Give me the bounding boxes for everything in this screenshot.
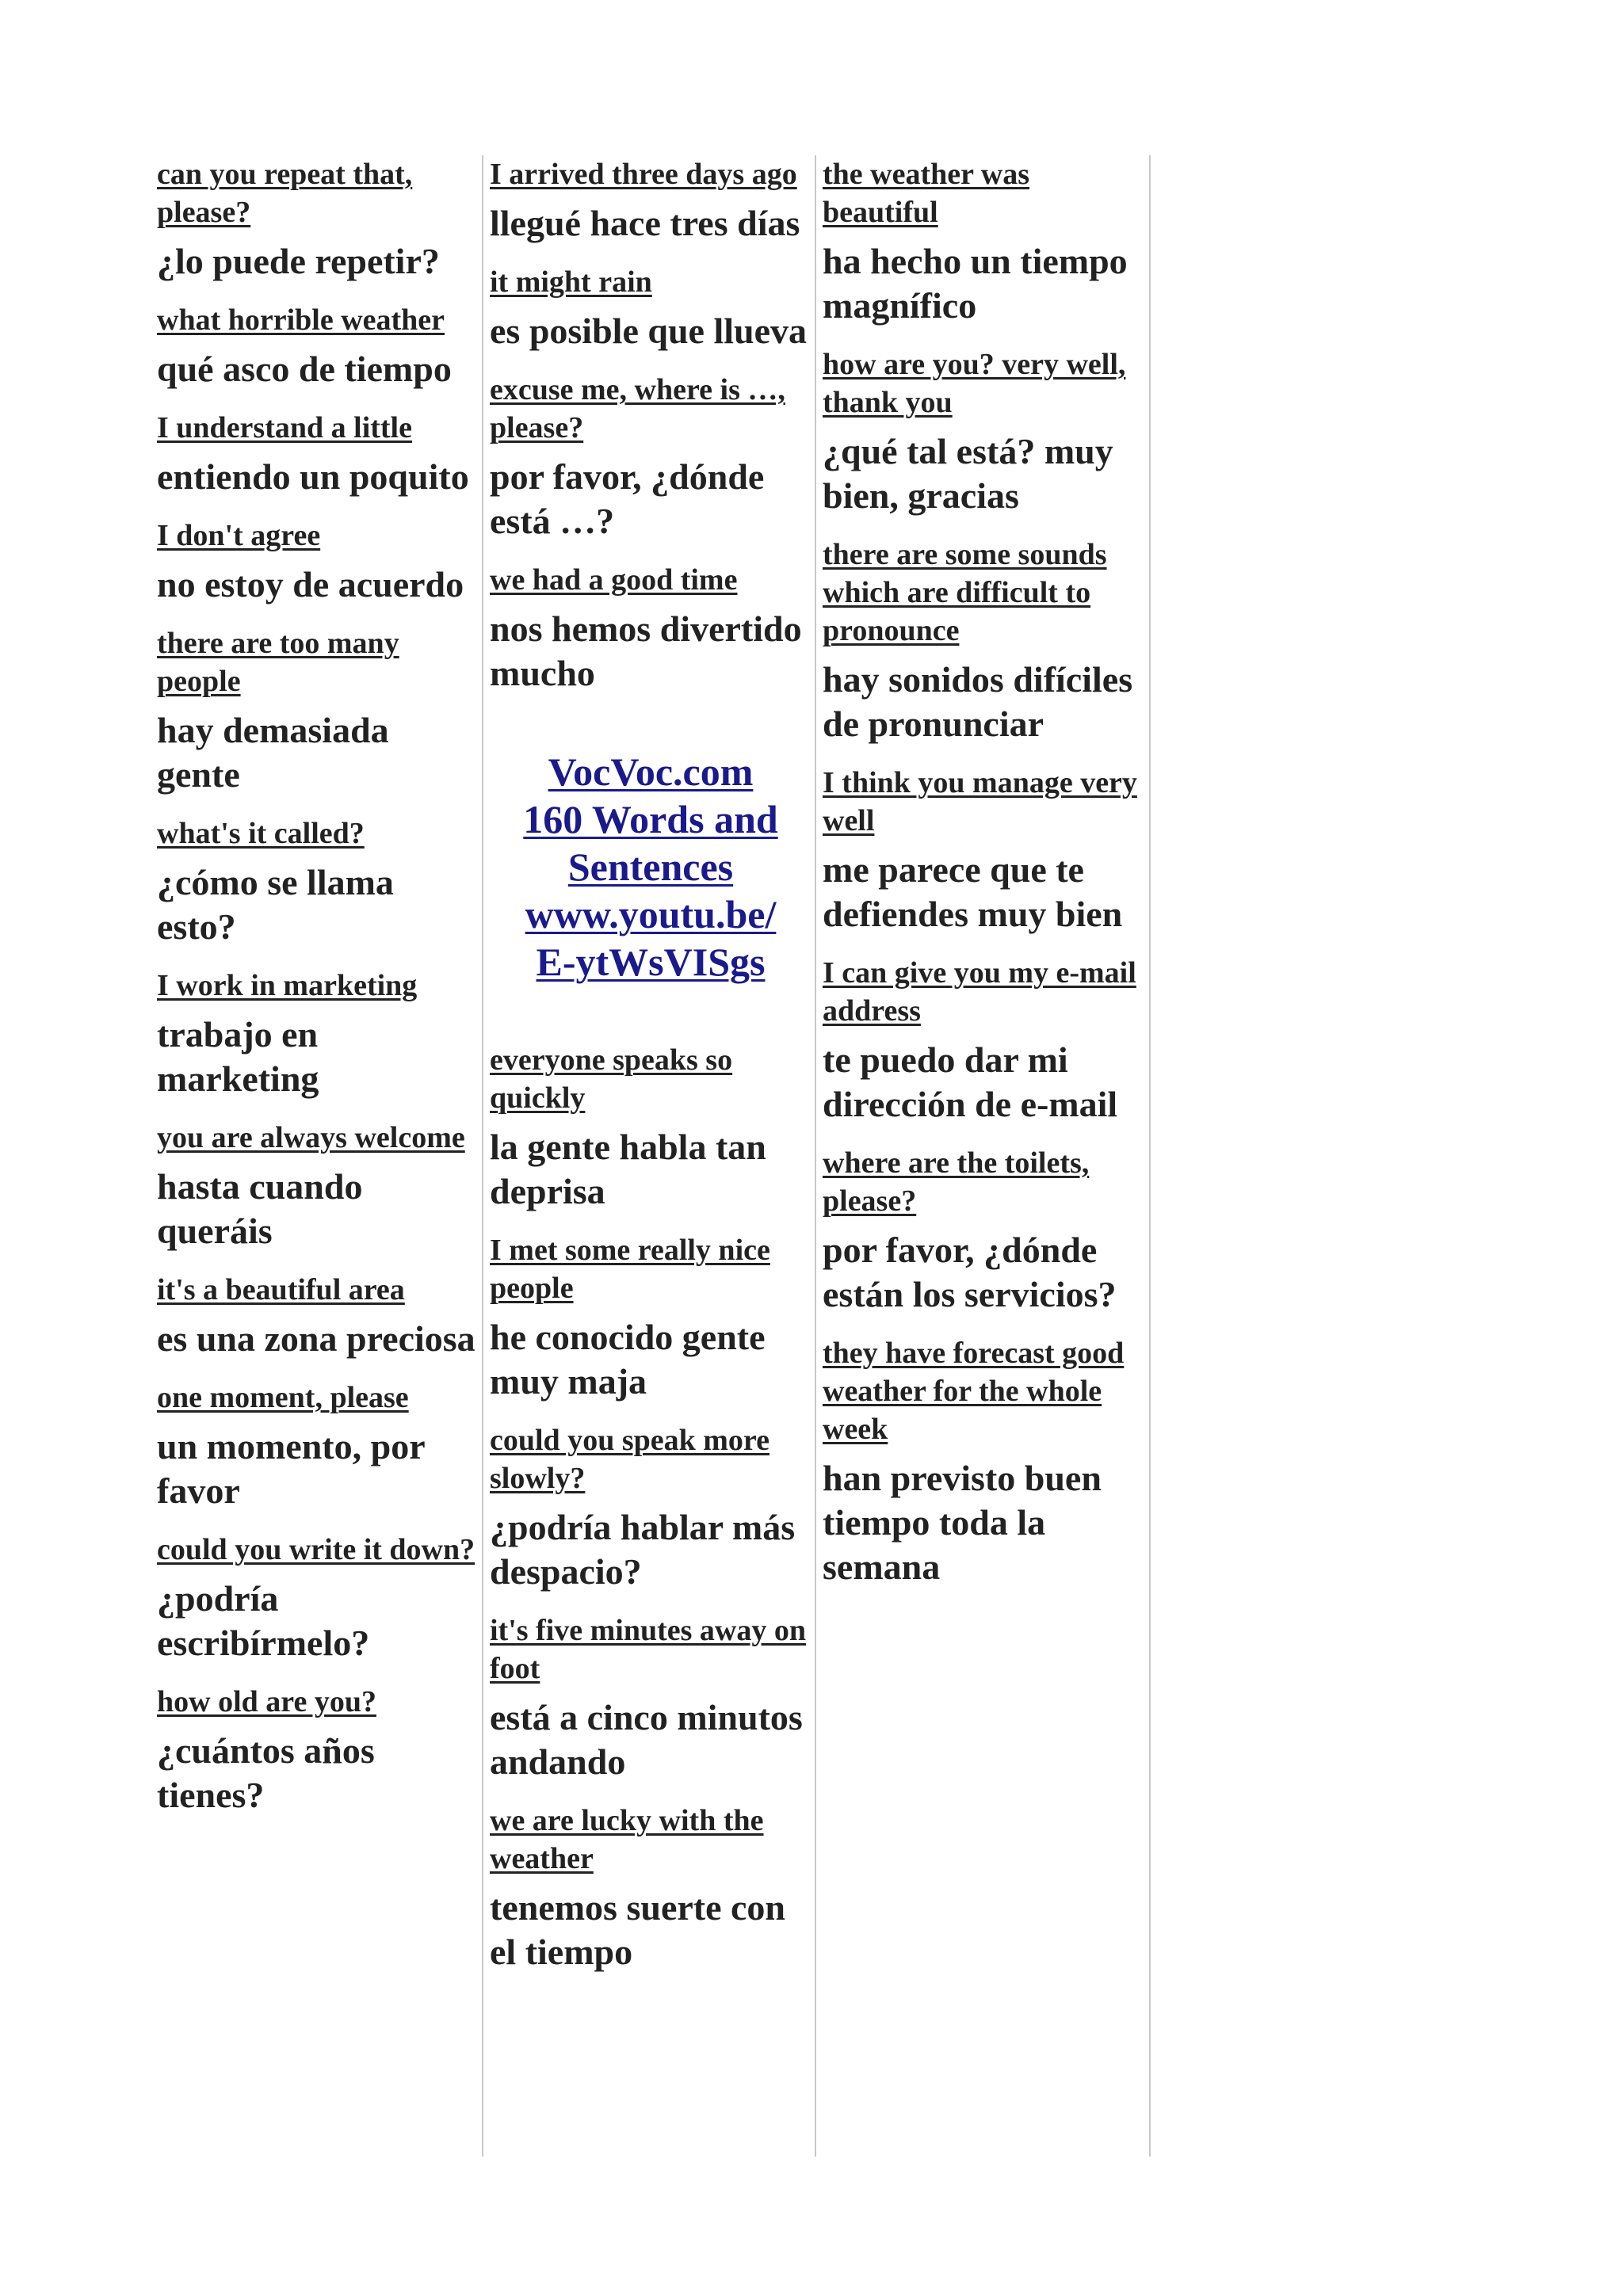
english-phrase-link[interactable]: how are you? very well, thank you	[823, 348, 1126, 419]
english-phrase-link[interactable]: what horrible weather	[157, 303, 445, 337]
phrase-entry	[157, 155, 479, 284]
phrase-entry	[490, 1802, 812, 1974]
spanish-translation: por favor, ¿dónde está …?	[490, 456, 765, 541]
phrase-entry	[490, 1611, 812, 1784]
english-phrase-link[interactable]: everyone speaks so quickly	[490, 1043, 733, 1115]
phrase-entry	[157, 1683, 479, 1817]
phrase-entry	[157, 624, 479, 797]
promo-video-link[interactable]: E-ytWsVISgs	[536, 940, 766, 984]
phrase-entry	[823, 536, 1144, 746]
english-phrase-link[interactable]: I don't agree	[157, 519, 321, 552]
spanish-translation: es una zona preciosa	[157, 1318, 475, 1359]
phrase-entry	[157, 409, 479, 499]
spanish-translation: qué asco de tiempo	[157, 349, 452, 389]
spanish-translation: ¿podría hablar más despacio?	[490, 1507, 796, 1592]
phrase-entry	[490, 1231, 812, 1404]
phrase-entry	[823, 345, 1144, 518]
english-phrase-link[interactable]: the weather was beautiful	[823, 158, 1030, 229]
promo-title-link[interactable]: Sentences	[567, 845, 734, 889]
phrase-entry	[157, 301, 479, 391]
phrase-column-2	[488, 155, 812, 2157]
phrase-entry	[157, 814, 479, 949]
phrase-entry	[490, 263, 812, 353]
spanish-translation: un momento, por favor	[157, 1426, 425, 1511]
spanish-translation: ¿qué tal está? muy bien, gracias	[823, 431, 1113, 516]
phrase-entry	[157, 1271, 479, 1361]
phrase-entry	[490, 155, 812, 246]
spanish-translation: trabajo en marketing	[157, 1014, 319, 1099]
promo-block	[490, 748, 812, 986]
english-phrase-link[interactable]: I understand a little	[157, 411, 412, 444]
phrase-entry	[823, 764, 1144, 936]
spanish-translation: no estoy de acuerdo	[157, 564, 464, 605]
phrase-entry	[490, 371, 812, 543]
phrase-entry	[157, 1531, 479, 1665]
promo-site-link[interactable]: VocVoc.com	[548, 749, 754, 794]
phrase-entry	[823, 1144, 1144, 1317]
english-phrase-link[interactable]: it might rain	[490, 265, 652, 299]
phrase-entry	[823, 1334, 1144, 1589]
spanish-translation: ¿podría escribírmelo?	[157, 1578, 370, 1663]
phrase-entry	[823, 155, 1144, 328]
english-phrase-link[interactable]: we are lucky with the weather	[490, 1804, 764, 1875]
spanish-translation: te puedo dar mi dirección de e-mail	[823, 1039, 1118, 1124]
english-phrase-link[interactable]: I met some really nice people	[490, 1234, 770, 1305]
spanish-translation: por favor, ¿dónde están los servicios?	[823, 1230, 1117, 1314]
phrase-entry	[157, 967, 479, 1101]
phrase-entry	[157, 517, 479, 607]
english-phrase-link[interactable]: excuse me, where is …, please?	[490, 373, 785, 444]
column-divider	[1149, 155, 1151, 2157]
english-phrase-link[interactable]: could you write it down?	[157, 1533, 475, 1566]
spanish-translation: ¿lo puede repetir?	[157, 241, 440, 281]
phrase-entry	[490, 1041, 812, 1214]
spanish-translation: es posible que llueva	[490, 311, 808, 351]
promo-title-link[interactable]: 160 Words and	[523, 797, 778, 841]
promo-video-link[interactable]: www.youtu.be/	[525, 892, 777, 936]
spanish-translation: llegué hace tres días	[490, 203, 800, 243]
english-phrase-link[interactable]: I think you manage very well	[823, 766, 1137, 837]
english-phrase-link[interactable]: what's it called?	[157, 817, 365, 850]
spanish-translation: han previsto buen tiempo toda la semana	[823, 1458, 1102, 1587]
phrase-sheet	[155, 155, 1152, 2157]
spanish-translation: está a cinco minutos andando	[490, 1697, 803, 1782]
english-phrase-link[interactable]: can you repeat that, please?	[157, 158, 413, 229]
phrase-column-3	[821, 155, 1144, 2157]
english-phrase-link[interactable]: I work in marketing	[157, 969, 418, 1002]
english-phrase-link[interactable]: it's a beautiful area	[157, 1273, 405, 1306]
english-phrase-link[interactable]: could you speak more slowly?	[490, 1424, 769, 1495]
english-phrase-link[interactable]: I can give you my e-mail address	[823, 956, 1136, 1028]
spanish-translation: tenemos suerte con el tiempo	[490, 1887, 786, 1972]
spanish-translation: ¿cómo se llama esto?	[157, 862, 394, 947]
spanish-translation: nos hemos divertido mucho	[490, 608, 802, 693]
english-phrase-link[interactable]: one moment, please	[157, 1381, 409, 1414]
phrase-entry	[823, 954, 1144, 1127]
spanish-translation: ¿cuántos años tienes?	[157, 1730, 375, 1815]
english-phrase-link[interactable]: you are always welcome	[157, 1121, 465, 1154]
phrase-entry	[157, 1119, 479, 1253]
english-phrase-link[interactable]: there are too many people	[157, 627, 399, 698]
spanish-translation: he conocido gente muy maja	[490, 1317, 766, 1402]
spanish-translation: hasta cuando queráis	[157, 1166, 363, 1251]
spanish-translation: me parece que te defiendes muy bien	[823, 849, 1123, 934]
phrase-entry	[490, 561, 812, 696]
spanish-translation: entiendo un poquito	[157, 456, 469, 497]
spanish-translation: la gente habla tan deprisa	[490, 1127, 766, 1211]
english-phrase-link[interactable]: how old are you?	[157, 1685, 376, 1718]
english-phrase-link[interactable]: we had a good time	[490, 563, 738, 597]
spanish-translation: hay demasiada gente	[157, 710, 389, 795]
column-divider	[815, 155, 816, 2157]
english-phrase-link[interactable]: there are some sounds which are difficult to pronounce	[823, 538, 1107, 647]
english-phrase-link[interactable]: I arrived three days ago	[490, 158, 797, 191]
column-divider	[482, 155, 483, 2157]
phrase-entry	[490, 1421, 812, 1594]
english-phrase-link[interactable]: it's five minutes away on foot	[490, 1614, 806, 1685]
spanish-translation: hay sonidos difíciles de pronunciar	[823, 659, 1133, 744]
spanish-translation: ha hecho un tiempo magnífico	[823, 241, 1128, 326]
english-phrase-link[interactable]: where are the toilets, please?	[823, 1146, 1090, 1218]
english-phrase-link[interactable]: they have forecast good weather for the whole week	[823, 1337, 1125, 1446]
phrase-column-1	[155, 155, 479, 2157]
phrase-entry	[157, 1379, 479, 1513]
